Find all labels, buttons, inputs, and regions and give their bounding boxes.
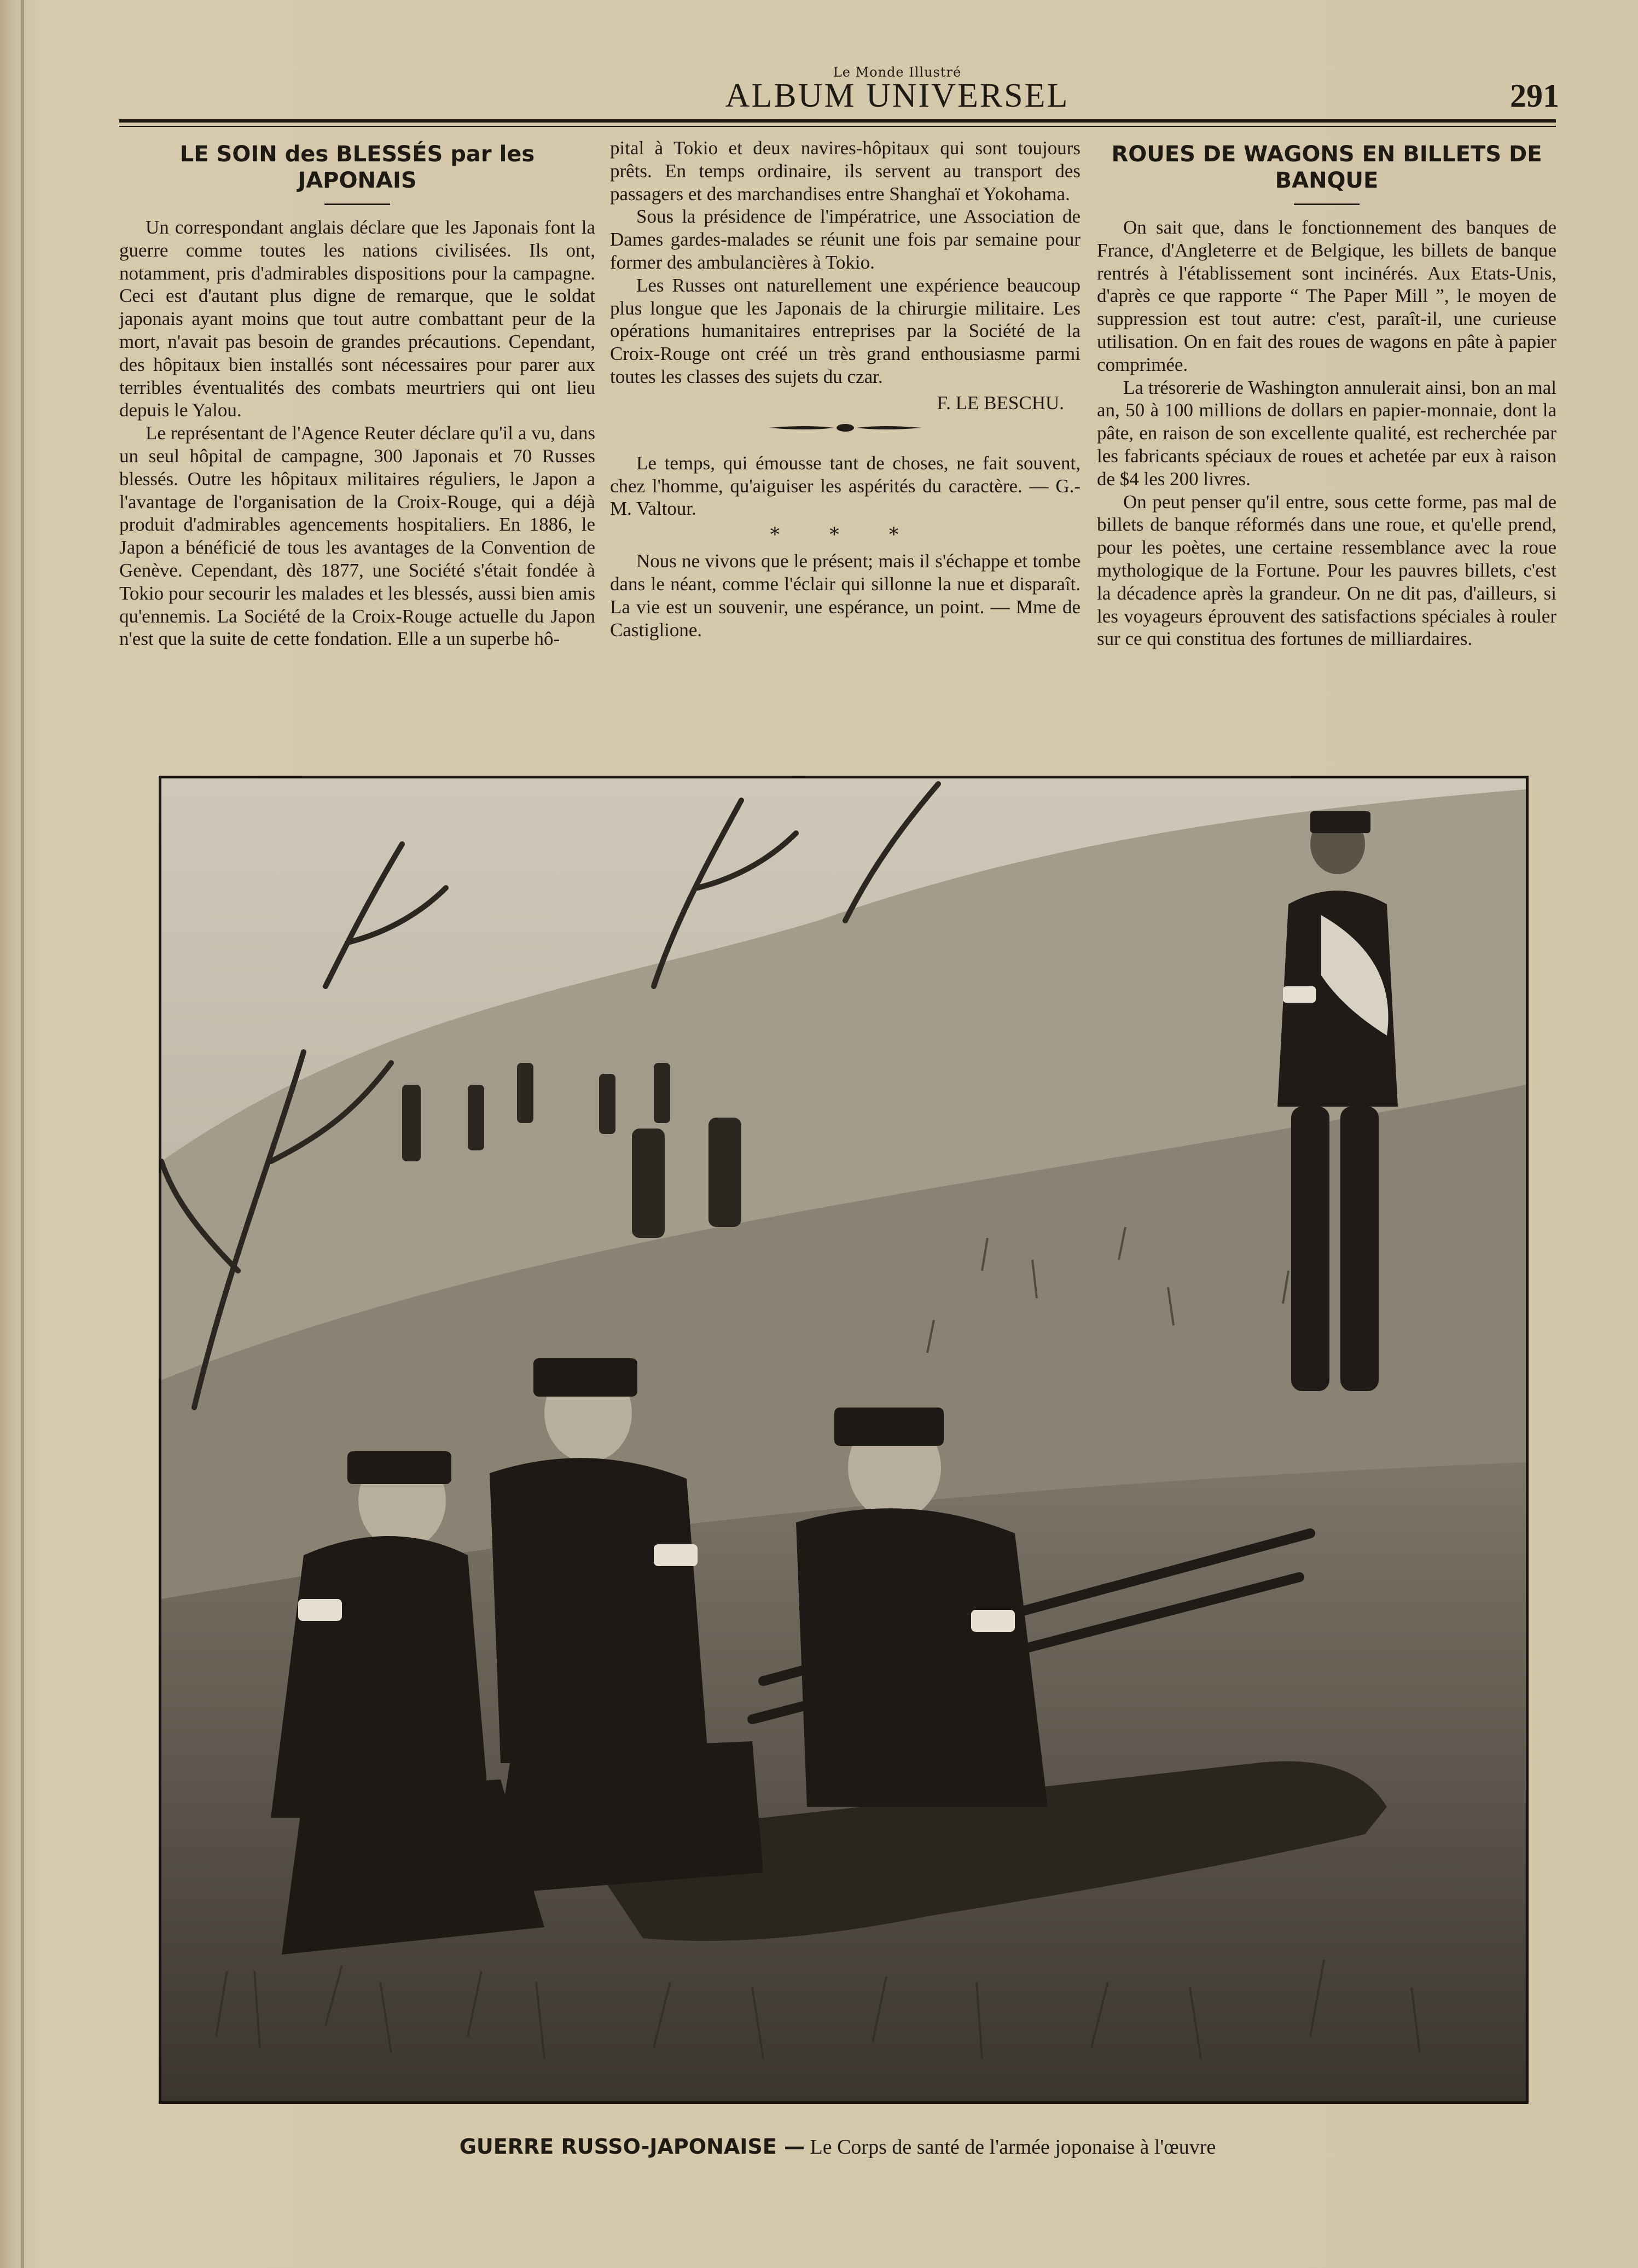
engraving-medical-corps <box>161 778 1526 2101</box>
heading-divider <box>324 203 390 205</box>
masthead-rule <box>119 119 1556 123</box>
column-2 <box>610 137 1081 641</box>
masthead-title: ALBUM UNIVERSEL <box>725 77 1070 114</box>
engraving-illustration <box>159 776 1529 2104</box>
separator-stars: * * * <box>770 524 921 546</box>
column-3 <box>1097 137 1556 650</box>
page-fold-shadow <box>21 0 24 2268</box>
article-paragraph: Les Russes ont naturellement une expérience beaucoup plus longue que les Japonais de la chirurgie militaire. Les opérations humanitaires entreprises par la Société de la Croix-Rouge ont créé un très grand enthousiasme parmi toutes les classes des sujets du czar. <box>610 274 1081 387</box>
article-paragraph: On peut penser qu'il entre, sous cette forme, pas mal de billets de banque réformés dans une roue, et qu'elle prend, pour les poètes, une certaine ressemblance avec la roue mythologique de la Fortune. Pour les pauvres billets, c'est la décadence après la grandeur. On ne dit pas, d'ailleurs, si les voyageurs éprouvent des satisfactions spéciales à rouler sur ce qui constitua des fortunes de milliardaires. <box>1097 491 1556 650</box>
article-paragraph: La trésorerie de Washington annulerait ainsi, bon an mal an, 50 à 100 millions de dollars en papier-monnaie, dont la pâte, en raison de son excellente qualité, est recherchée par les fabricants spéciaux de roues et achetée par eux à raison de $4 les 200 livres. <box>1097 376 1556 490</box>
illustration-caption <box>119 2133 1556 2160</box>
heading-divider <box>1294 203 1360 205</box>
caption-title: GUERRE RUSSO-JAPONAISE — <box>459 2135 805 2159</box>
ornament-divider <box>610 422 1081 433</box>
quote-valtour: Le temps, qui émousse tant de choses, ne fait souvent, chez l'homme, qu'aiguiser les aspérités du caractère. — G.-M. Valtour. <box>610 452 1081 520</box>
article-heading-wheels: ROUES DE WAGONS EN BILLETS DE BANQUE <box>1111 142 1542 193</box>
article-paragraph: On sait que, dans le fonctionnement des banques de France, d'Angleterre et de Belgique, les billets de banque rentrés à l'établissement sont incinérés. Aux Etats-Unis, d'après ce que rapporte “ The Paper Mill ”, le moyen de suppression est tout autre: c'est, paraît-il, une curieuse utilisation. On en fait des roues de wagons en pâte à papier comprimée. <box>1097 217 1556 375</box>
article-heading-wounded: LE SOIN des BLESSÉS par les JAPONAIS <box>179 142 535 193</box>
caption-text: Le Corps de santé de l'armée joponaise à l'œuvre <box>810 2136 1216 2159</box>
article-paragraph: Sous la présidence de l'impératrice, une Association de Dames gardes-malades se réunit une fois par semaine pour former des ambulancières à Tokio. <box>610 206 1081 273</box>
column-1 <box>119 137 595 650</box>
article-paragraph: Un correspondant anglais déclare que les Japonais font la guerre comme toutes les nations civilisées. Ils ont, notamment, pris d'admirables dispositions pour la campagne. Ceci est d'autant plus digne de remarque, que le soldat japonais ayant moins que tout autre combattant peur de la mort, n'avait pas besoin de grandes précautions. Cependant, des hôpitaux bien installés sont nécessaires pour parer aux terribles éventualités des combats meurtriers qui ont lieu depuis le Yalou. <box>119 217 595 421</box>
page-number: 291 <box>1510 78 1559 114</box>
masthead-subtitle: Le Monde Illustré <box>833 65 962 80</box>
article-signature: F. LE BESCHU. <box>937 392 1064 414</box>
article-paragraph: Le représentant de l'Agence Reuter déclare qu'il a vu, dans un seul hôpital de campagne, 300 Japonais et 70 Russes blessés. Outre les hôpitaux militaires réguliers, le Japon a l'avantage de l'organisation de la Croix-Rouge, qui a déjà produit d'admirables agencements hospitaliers. En 1886, le Japon a bénéficié de tous les avantages de la Convention de Genève. Cependant, dès 1877, une Société s'était fondée à Tokio pour secourir les malades et les blessés, aussi bien amis qu'ennemis. La Société de la Croix-Rouge actuelle du Japon n'est que la suite de cette fondation. Elle a un superbe hô- <box>119 422 595 650</box>
masthead-rule-thin <box>119 126 1556 127</box>
article-paragraph-continued: pital à Tokio et deux navires-hôpitaux qui sont toujours prêts. En temps ordinaire, ils servent au transport des passagers et des marchandises entre Shanghaï et Yokohama. <box>610 137 1081 205</box>
quote-castiglione: Nous ne vivons que le présent; mais il s'échappe et tombe dans le néant, comme l'éclair qui sillonne la nue et disparaît. La vie est un souvenir, une espérance, un point. — Mme de Castiglione. <box>610 550 1081 641</box>
